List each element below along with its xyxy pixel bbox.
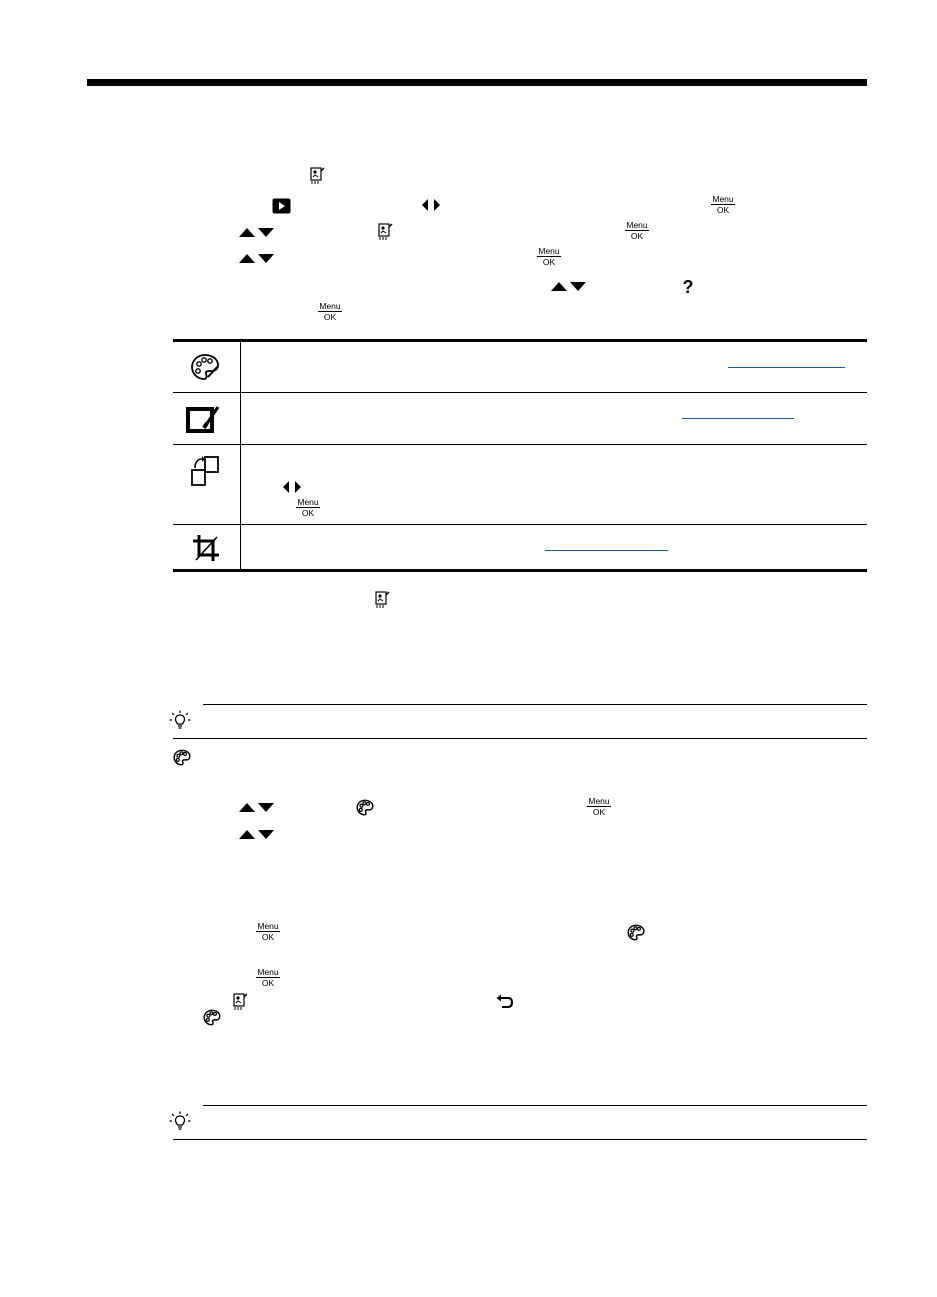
tip-top-rule <box>203 1105 867 1106</box>
menu-ok-button-icon: Menu OK <box>297 497 319 518</box>
design-gallery-icon <box>374 591 390 609</box>
header-rule <box>87 79 867 86</box>
design-gallery-icon <box>309 167 325 185</box>
crop-link-underline[interactable] <box>545 550 668 551</box>
svg-text:?: ? <box>682 278 694 296</box>
up-down-arrows-icon <box>551 281 587 292</box>
crop-icon <box>192 533 220 563</box>
palette-icon <box>627 924 645 941</box>
add-border-link-underline[interactable] <box>682 418 794 419</box>
left-right-arrows-icon <box>422 198 440 212</box>
palette-icon <box>173 749 191 766</box>
rotate-icon <box>190 455 220 487</box>
tip-bottom-rule <box>173 1139 867 1140</box>
palette-icon <box>356 799 374 816</box>
menu-ok-button-icon: Menu OK <box>626 220 648 241</box>
table-row-divider <box>173 392 867 393</box>
palette-icon <box>190 353 220 381</box>
up-down-arrows-icon <box>239 829 275 840</box>
artistic-effects-link-underline[interactable] <box>728 367 845 368</box>
up-down-arrows-icon <box>239 227 275 238</box>
left-right-arrows-icon <box>283 480 301 494</box>
table-top-rule <box>173 339 867 342</box>
palette-icon <box>203 1009 221 1026</box>
menu-ok-button-icon: Menu OK <box>588 796 610 817</box>
up-down-arrows-icon <box>239 802 275 813</box>
menu-ok-button-icon: Menu OK <box>538 246 560 267</box>
menu-ok-button-icon: Menu OK <box>319 301 341 322</box>
border-brush-icon <box>186 405 220 433</box>
help-icon <box>681 278 695 296</box>
table-row-divider <box>173 444 867 445</box>
lightbulb-icon <box>169 1111 191 1133</box>
up-down-arrows-icon <box>239 253 275 264</box>
tip-bottom-rule <box>173 738 867 739</box>
table-row-divider <box>173 524 867 525</box>
table-bottom-rule <box>173 569 867 572</box>
lightbulb-icon <box>169 710 191 732</box>
menu-ok-button-icon: Menu OK <box>257 967 279 988</box>
design-gallery-icon <box>232 993 248 1011</box>
table-column-divider <box>240 342 241 569</box>
menu-ok-button-icon: Menu OK <box>712 194 734 215</box>
back-arrow-icon <box>496 994 514 1010</box>
design-gallery-icon <box>377 223 393 241</box>
tip-top-rule <box>203 704 867 705</box>
playback-icon <box>272 198 291 214</box>
menu-ok-button-icon: Menu OK <box>257 921 279 942</box>
